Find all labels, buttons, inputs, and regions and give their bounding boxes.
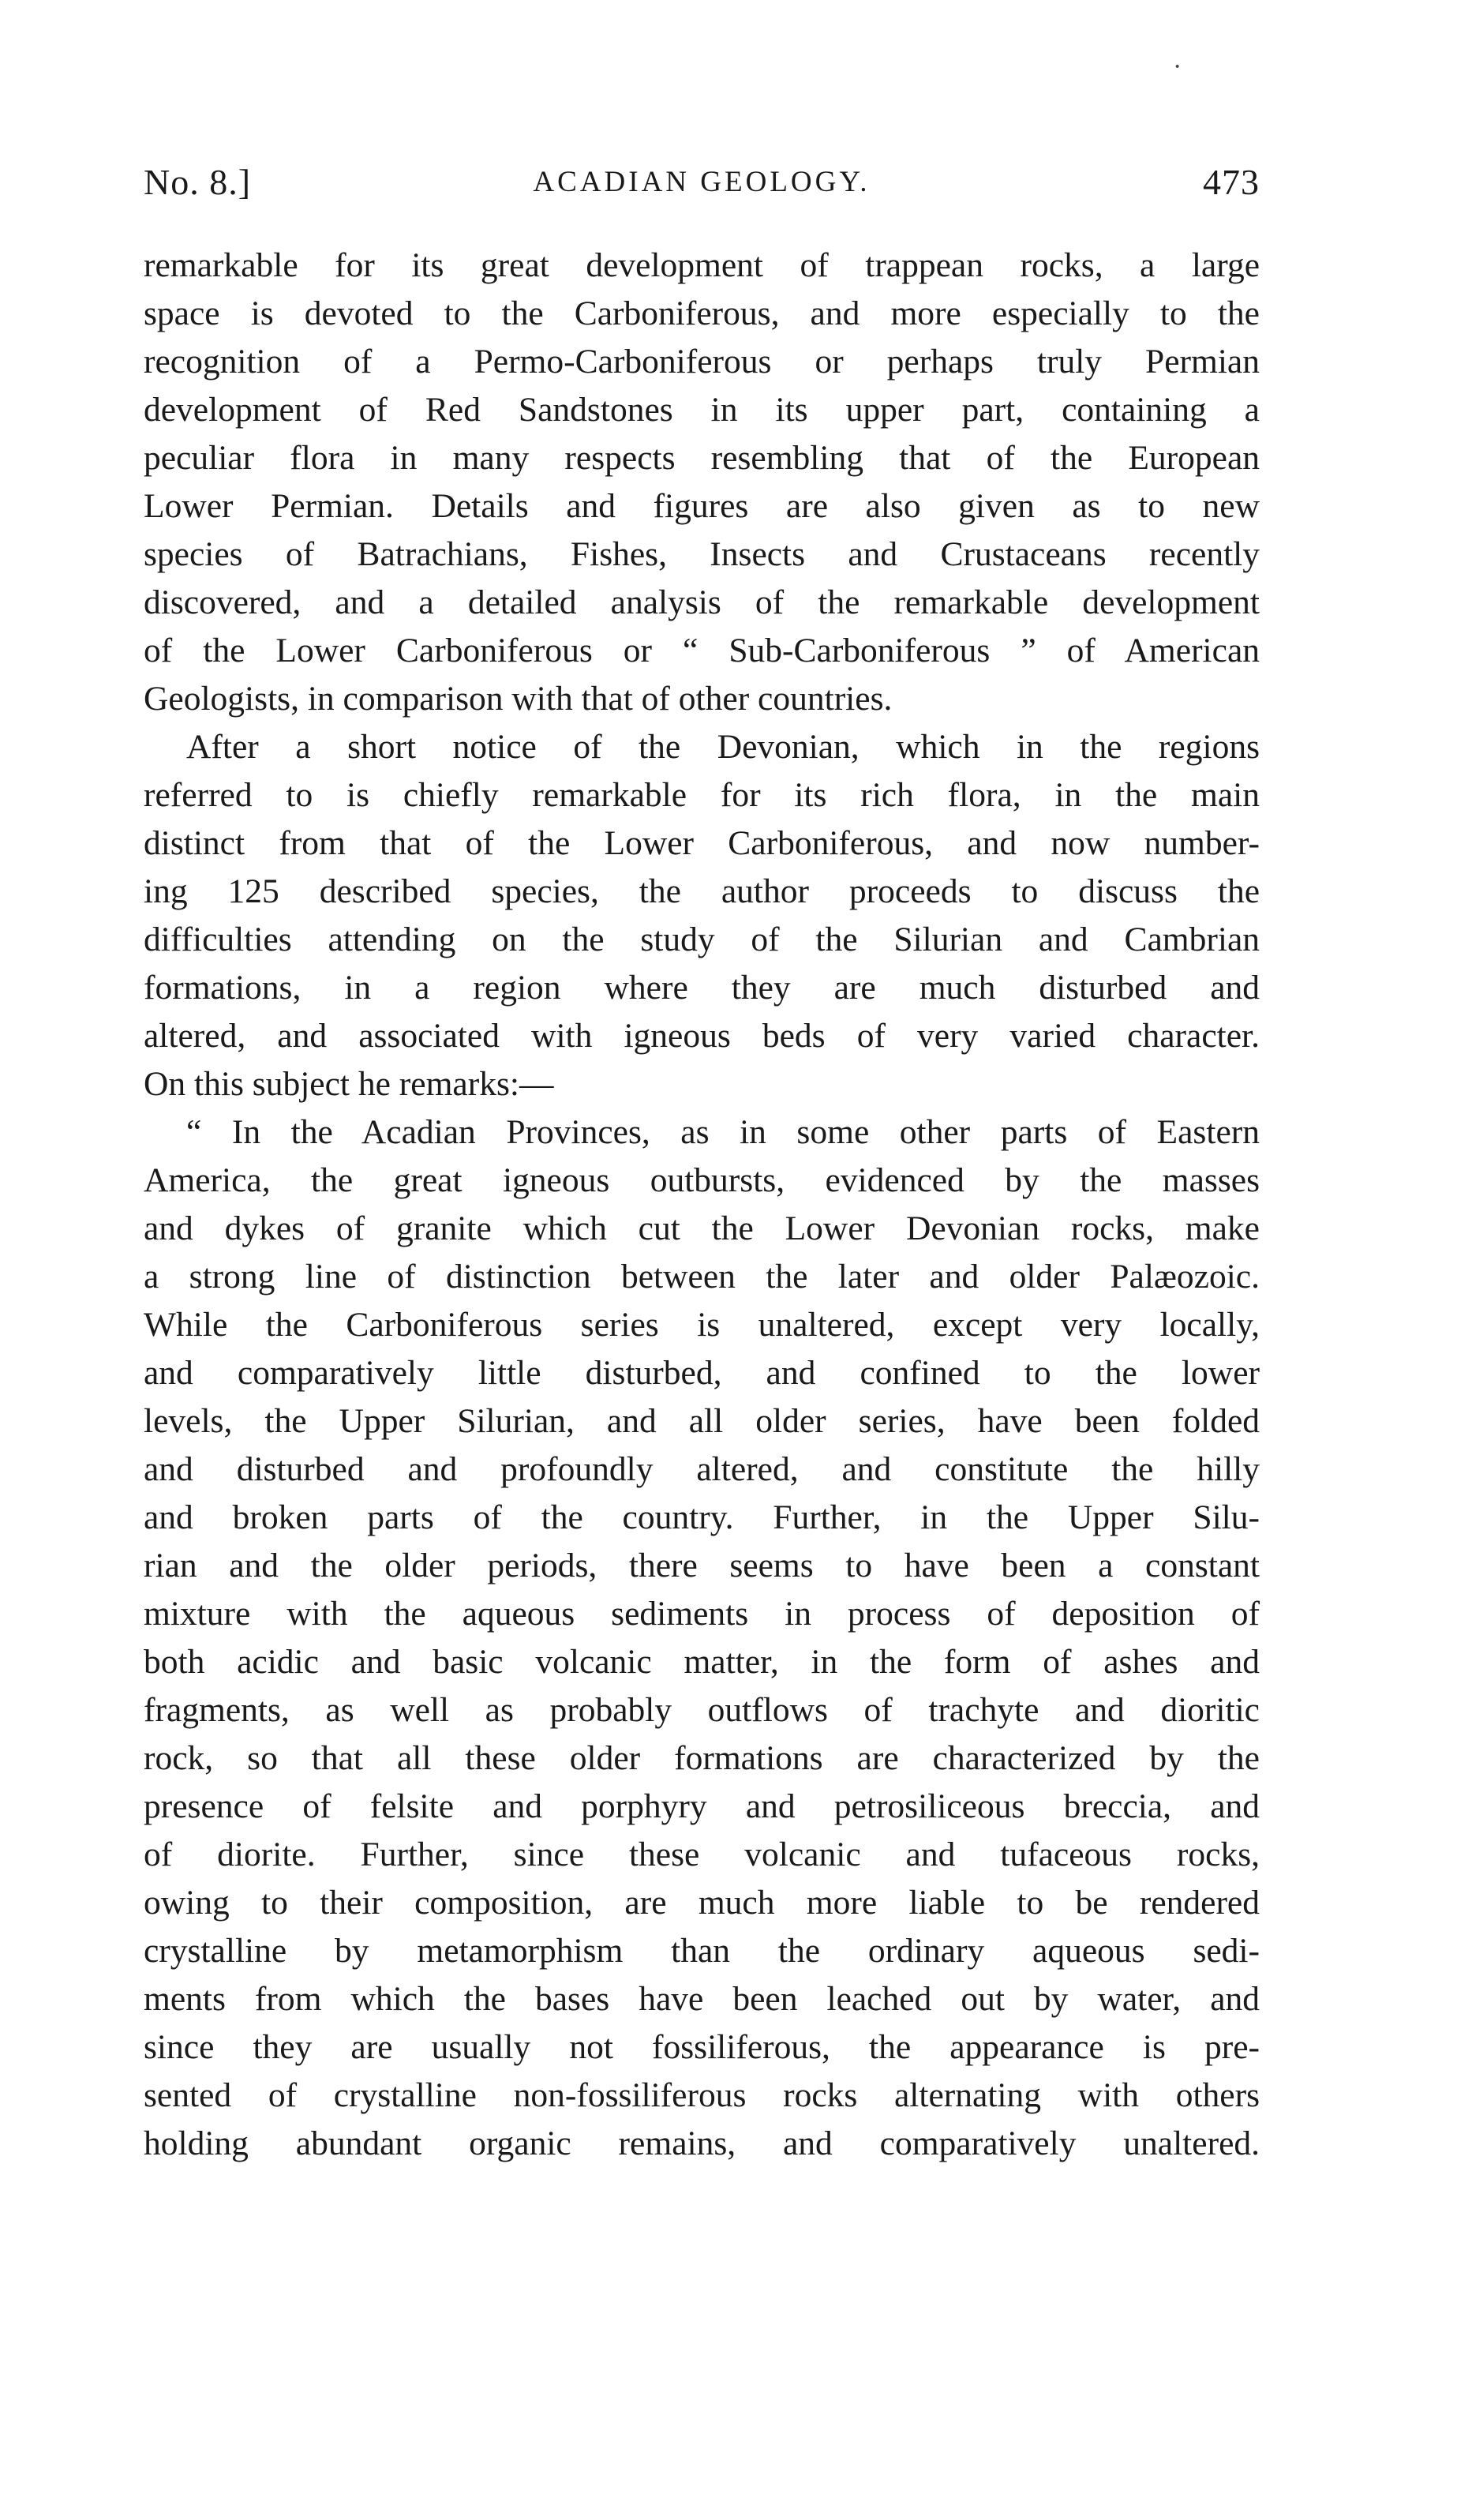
text-line: development of Red Sandstones in its upper part, containing a xyxy=(144,391,1260,429)
text-line: and disturbed and profoundly altered, and constitute the hilly xyxy=(144,1450,1260,1488)
paragraph xyxy=(144,723,1260,1108)
text-line: ing 125 described species, the author proceeds to discuss the xyxy=(144,872,1260,910)
text-line: mixture with the aqueous sediments in process of deposition of xyxy=(144,1595,1260,1633)
text-line: both acidic and basic volcanic matter, in the form of ashes and xyxy=(144,1643,1260,1681)
paragraph xyxy=(144,242,1260,723)
text-line: rian and the older periods, there seems to have been a constant xyxy=(144,1547,1260,1584)
text-line: owing to their composition, are much more liable to be rendered xyxy=(144,1884,1260,1922)
text-line: On this subject he remarks:— xyxy=(144,1065,554,1103)
running-head xyxy=(144,155,1260,210)
text-line: levels, the Upper Silurian, and all older series, have been folded xyxy=(144,1402,1260,1440)
text-line: America, the great igneous outbursts, evidenced by the masses xyxy=(144,1161,1260,1199)
stray-ink-mark: · xyxy=(1173,52,1182,81)
text-line: Geologists, in comparison with that of other countries. xyxy=(144,680,893,718)
issue-number: No. 8.] xyxy=(144,162,252,202)
text-line: a strong line of distinction between the later and older Palæozoic. xyxy=(144,1258,1260,1296)
text-line: of the Lower Carboniferous or “ Sub-Carboniferous ” of American xyxy=(144,632,1260,669)
text-line: While the Carboniferous series is unaltered, except very locally, xyxy=(144,1306,1260,1344)
page-number: 473 xyxy=(1203,162,1260,202)
text-line: peculiar flora in many respects resembling that of the European xyxy=(144,439,1260,477)
text-line: recognition of a Permo-Carboniferous or perhaps truly Permian xyxy=(144,343,1260,381)
text-line: since they are usually not fossiliferous, the appearance is pre- xyxy=(144,2028,1260,2066)
text-line: difficulties attending on the study of the Silurian and Cambrian xyxy=(144,921,1260,958)
text-line: holding abundant organic remains, and comparatively unaltered. xyxy=(144,2124,1260,2162)
text-line: presence of felsite and porphyry and petrosiliceous breccia, and xyxy=(144,1787,1260,1825)
text-line: referred to is chiefly remarkable for its rich flora, in the main xyxy=(144,776,1260,814)
text-line: space is devoted to the Carboniferous, and more especially to the xyxy=(144,294,1260,332)
text-line: discovered, and a detailed analysis of the remarkable development xyxy=(144,583,1260,621)
text-line: and dykes of granite which cut the Lower Devonian rocks, make xyxy=(144,1209,1260,1247)
text-line: formations, in a region where they are much disturbed and xyxy=(144,969,1260,1007)
text-line: of diorite. Further, since these volcanic and tufaceous rocks, xyxy=(144,1836,1260,1873)
book-page xyxy=(144,155,1260,2168)
text-line: sented of crystalline non-fossiliferous rocks alternating with others xyxy=(144,2076,1260,2114)
text-line: ments from which the bases have been leached out by water, and xyxy=(144,1980,1260,2018)
body-text xyxy=(144,242,1260,2168)
running-title: ACADIAN GEOLOGY. xyxy=(533,166,871,198)
text-line: remarkable for its great development of trappean rocks, a large xyxy=(144,246,1260,284)
text-line: altered, and associated with igneous beds of very varied character. xyxy=(144,1017,1260,1055)
text-line: “ In the Acadian Provinces, as in some other parts of Eastern xyxy=(186,1113,1260,1151)
text-line: Lower Permian. Details and figures are also given as to new xyxy=(144,487,1260,525)
text-line: crystalline by metamorphism than the ordinary aqueous sedi- xyxy=(144,1932,1260,1970)
text-line: fragments, as well as probably outflows of trachyte and dioritic xyxy=(144,1691,1260,1729)
text-line: rock, so that all these older formations are characterized by the xyxy=(144,1739,1260,1777)
text-line: distinct from that of the Lower Carboniferous, and now number- xyxy=(144,824,1260,862)
text-line: and broken parts of the country. Further, in the Upper Silu- xyxy=(144,1498,1260,1536)
text-line: After a short notice of the Devonian, which in the regions xyxy=(186,728,1260,766)
text-line: and comparatively little disturbed, and confined to the lower xyxy=(144,1354,1260,1392)
quoted-paragraph xyxy=(144,1108,1260,2168)
text-line: species of Batrachians, Fishes, Insects and Crustaceans recently xyxy=(144,535,1260,573)
